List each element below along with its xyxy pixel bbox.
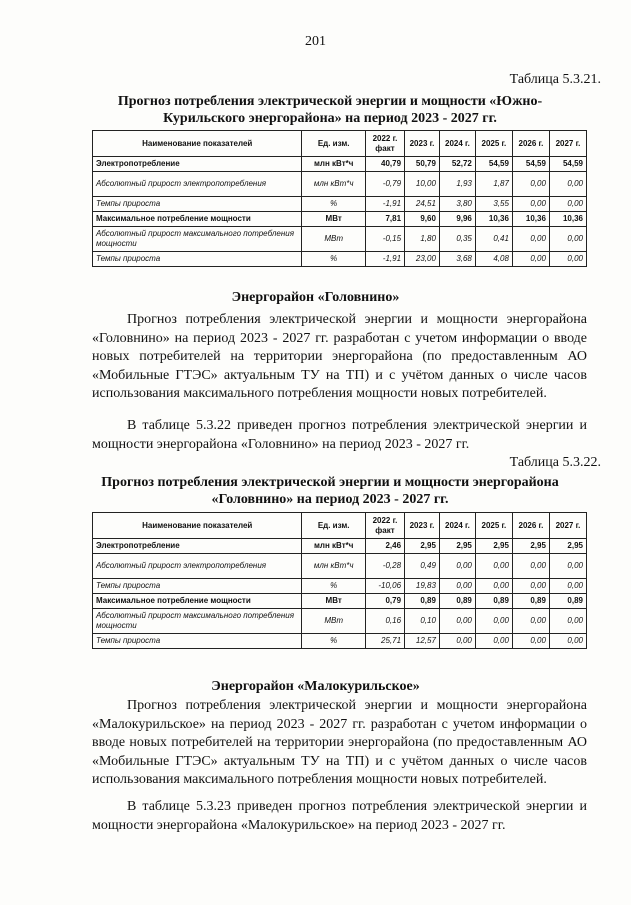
value-cell: 23,00 (405, 252, 440, 267)
column-header-year: 2025 г. (475, 131, 512, 157)
value-cell: 2,95 (549, 539, 586, 554)
table-row (93, 252, 587, 267)
row-unit-cell: млн кВт*ч (302, 539, 365, 554)
column-header-year: 2023 г. (405, 513, 440, 539)
value-cell: 0,00 (439, 579, 475, 594)
value-cell: 40,79 (365, 157, 404, 172)
row-name-cell: Темпы прироста (93, 579, 302, 594)
row-name-cell: Абсолютный прирост электропотребления (93, 554, 302, 579)
row-name-cell: Абсолютный прирост максимального потребления мощности (93, 609, 302, 634)
value-cell: 0,00 (512, 554, 549, 579)
value-cell: 0,89 (439, 594, 475, 609)
value-cell: 2,46 (365, 539, 404, 554)
table2-title (70, 474, 590, 508)
value-cell: 0,00 (512, 579, 549, 594)
value-cell: 0,00 (439, 554, 475, 579)
value-cell: 0,00 (439, 634, 475, 649)
value-cell: 7,81 (365, 212, 404, 227)
value-cell: 1,87 (475, 172, 512, 197)
value-cell: 0,00 (549, 252, 586, 267)
row-unit-cell: МВт (302, 609, 365, 634)
value-cell: 3,55 (475, 197, 512, 212)
table-row (93, 197, 587, 212)
value-cell: -10,06 (365, 579, 404, 594)
row-unit-cell: % (302, 634, 365, 649)
column-header-year: 2026 г. (512, 513, 549, 539)
table-row (93, 172, 587, 197)
section2-paragraph2: В таблице 5.3.23 приведен прогноз потребления электрической энергии и мощности энергорайона «Малокурильское» на период 2023 - 2027 гг. (92, 799, 587, 833)
value-cell: 0,00 (549, 197, 586, 212)
value-cell: 0,35 (439, 227, 475, 252)
table1-title-line2: Курильского энергорайона» на период 2023 - 2027 гг. (163, 111, 497, 126)
value-cell: 0,00 (475, 554, 512, 579)
table2 (92, 512, 587, 649)
value-cell: 0,00 (549, 227, 586, 252)
value-cell: 2,95 (439, 539, 475, 554)
value-cell: 10,36 (549, 212, 586, 227)
value-cell: 3,68 (439, 252, 475, 267)
value-cell: 0,00 (475, 634, 512, 649)
row-name-cell: Максимальное потребление мощности (93, 212, 302, 227)
value-cell: 0,00 (512, 252, 549, 267)
table-row (93, 594, 587, 609)
value-cell: 25,71 (365, 634, 404, 649)
value-cell: 0,16 (365, 609, 404, 634)
value-cell: 0,00 (439, 609, 475, 634)
table-row (93, 579, 587, 594)
column-header-year: 2027 г. (549, 513, 586, 539)
value-cell: 0,89 (549, 594, 586, 609)
row-name-cell: Электропотребление (93, 157, 302, 172)
table-row (93, 539, 587, 554)
value-cell: 0,00 (549, 579, 586, 594)
value-cell: 0,00 (512, 227, 549, 252)
value-cell: 19,83 (405, 579, 440, 594)
column-header-year: 2022 г. факт (365, 131, 404, 157)
value-cell: 54,59 (512, 157, 549, 172)
value-cell: 54,59 (475, 157, 512, 172)
value-cell: 0,89 (475, 594, 512, 609)
value-cell: 0,89 (512, 594, 549, 609)
value-cell: 3,80 (439, 197, 475, 212)
row-unit-cell: млн кВт*ч (302, 172, 365, 197)
value-cell: 0,41 (475, 227, 512, 252)
table1 (92, 130, 587, 267)
row-unit-cell: % (302, 252, 365, 267)
value-cell: -0,15 (365, 227, 404, 252)
table2-label: Таблица 5.3.22. (509, 455, 601, 470)
table-row (93, 157, 587, 172)
value-cell: 2,95 (475, 539, 512, 554)
value-cell: -1,91 (365, 197, 404, 212)
row-name-cell: Абсолютный прирост максимального потребления мощности (93, 227, 302, 252)
value-cell: 2,95 (512, 539, 549, 554)
value-cell: 9,96 (439, 212, 475, 227)
row-name-cell: Темпы прироста (93, 252, 302, 267)
value-cell: 1,80 (405, 227, 440, 252)
row-unit-cell: млн кВт*ч (302, 554, 365, 579)
table-row (93, 554, 587, 579)
section2-paragraph1: Прогноз потребления электрической энергии и мощности энергорайона «Малокурильское» на период 2023 - 2027 гг. разработан с учетом информации о вводе новых потребителей на территории энергорайона (по предоставленным АО «Мобильные ГТЭС» актуальным ТУ на ТП) и с учётом данных о числе часов использования максимального потребления мощности новых потребителей. (92, 698, 587, 787)
table-row (93, 609, 587, 634)
row-unit-cell: МВт (302, 212, 365, 227)
value-cell: 0,00 (512, 634, 549, 649)
value-cell: 4,08 (475, 252, 512, 267)
value-cell: 10,36 (512, 212, 549, 227)
value-cell: 50,79 (405, 157, 440, 172)
table1-title (80, 93, 580, 127)
row-name-cell: Темпы прироста (93, 634, 302, 649)
column-header-year: 2022 г. факт (365, 513, 404, 539)
value-cell: -0,79 (365, 172, 404, 197)
column-header-year: 2027 г. (549, 131, 586, 157)
value-cell: 0,89 (405, 594, 440, 609)
section2-heading: Энергорайон «Малокурильское» (211, 679, 420, 694)
value-cell: 0,49 (405, 554, 440, 579)
table1-label: Таблица 5.3.21. (509, 72, 601, 87)
table-row (93, 212, 587, 227)
value-cell: 10,36 (475, 212, 512, 227)
value-cell: 0,00 (475, 579, 512, 594)
value-cell: 10,00 (405, 172, 440, 197)
value-cell: 0,00 (549, 609, 586, 634)
table-row (93, 634, 587, 649)
value-cell: -1,91 (365, 252, 404, 267)
page-number: 201 (305, 34, 326, 49)
section1-paragraph2: В таблице 5.3.22 приведен прогноз потребления электрической энергии и мощности энергорайона «Головнино» на период 2023 - 2027 гг. (92, 418, 587, 452)
row-name-cell: Электропотребление (93, 539, 302, 554)
value-cell: 0,00 (512, 197, 549, 212)
value-cell: 52,72 (439, 157, 475, 172)
value-cell: 0,00 (549, 172, 586, 197)
column-header-unit: Ед. изм. (302, 131, 365, 157)
value-cell: 0,00 (475, 609, 512, 634)
value-cell: 2,95 (405, 539, 440, 554)
row-unit-cell: млн кВт*ч (302, 157, 365, 172)
value-cell: 0,00 (549, 634, 586, 649)
column-header-year: 2025 г. (475, 513, 512, 539)
row-unit-cell: % (302, 197, 365, 212)
table-row (93, 227, 587, 252)
column-header-name: Наименование показателей (93, 513, 302, 539)
table1-title-line1: Прогноз потребления электрической энергии и мощности «Южно- (117, 94, 543, 109)
section1-paragraph1: Прогноз потребления электрической энергии и мощности энергорайона «Головнино» на период 2023 - 2027 гг. разработан с учетом информации о вводе новых потребителей на территории энергорайона (по предоставленным АО «Мобильные ГТЭС» актуальным ТУ на ТП) и с учётом данных о числе часов использования максимального потребления мощности новых потребителей. (92, 312, 587, 401)
table2-title-line2: «Головнино» на период 2023 - 2027 гг. (211, 492, 449, 507)
value-cell: 0,10 (405, 609, 440, 634)
value-cell: -0,28 (365, 554, 404, 579)
column-header-unit: Ед. изм. (302, 513, 365, 539)
column-header-name: Наименование показателей (93, 131, 302, 157)
value-cell: 12,57 (405, 634, 440, 649)
value-cell: 1,93 (439, 172, 475, 197)
row-unit-cell: % (302, 579, 365, 594)
value-cell: 0,79 (365, 594, 404, 609)
value-cell: 0,00 (512, 172, 549, 197)
row-name-cell: Абсолютный прирост электропотребления (93, 172, 302, 197)
column-header-year: 2026 г. (512, 131, 549, 157)
column-header-year: 2024 г. (439, 131, 475, 157)
column-header-year: 2024 г. (439, 513, 475, 539)
section1-heading: Энергорайон «Головнино» (231, 290, 400, 305)
table2-title-line1: Прогноз потребления электрической энергии и мощности энергорайона (101, 475, 559, 490)
row-unit-cell: МВт (302, 594, 365, 609)
column-header-year: 2023 г. (405, 131, 440, 157)
value-cell: 0,00 (549, 554, 586, 579)
row-name-cell: Максимальное потребление мощности (93, 594, 302, 609)
value-cell: 0,00 (512, 609, 549, 634)
value-cell: 24,51 (405, 197, 440, 212)
row-unit-cell: МВт (302, 227, 365, 252)
value-cell: 9,60 (405, 212, 440, 227)
row-name-cell: Темпы прироста (93, 197, 302, 212)
value-cell: 54,59 (549, 157, 586, 172)
